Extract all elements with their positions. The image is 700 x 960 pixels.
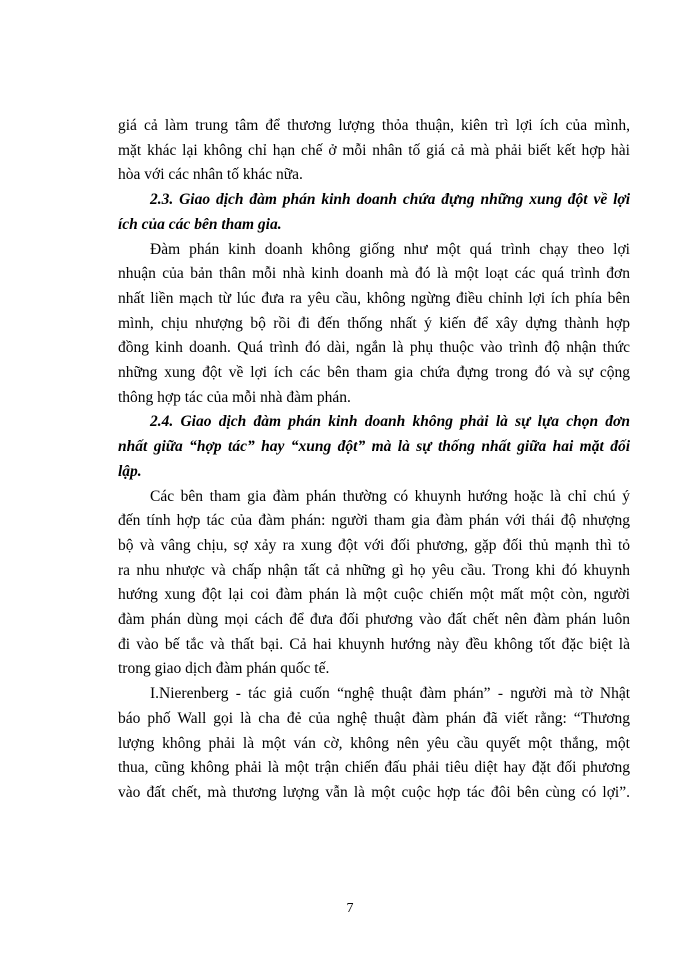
paragraph-line: ra nhu nhược và chấp nhận tất cả những gì họ yêu cầu. Trong khi đó khuynh xyxy=(118,561,630,579)
paragraph-line: vào đất chết, mà thương lượng vẫn là một cuộc hợp tác đôi bên cùng có lợi”. xyxy=(118,783,630,801)
section-heading-line: 2.4. Giao dịch đàm phán kinh doanh không phải là sự lựa chọn đơn xyxy=(150,413,630,431)
paragraph-line: đến tính hợp tác của đàm phán: người tham gia đàm phán với thái độ nhượng xyxy=(118,512,630,530)
paragraph-line: mặt khác lại không chỉ hạn chế ở mỗi nhân tố giá cả mà phải biết kết hợp hài xyxy=(118,141,630,159)
paragraph-line: đàm phán dùng mọi cách để đưa đối phương vào đất chết nên đàm phán luôn xyxy=(118,611,630,629)
page-number: 7 xyxy=(346,901,354,916)
paragraph-line: hòa với các nhân tố khác nữa. xyxy=(118,166,303,184)
paragraph-line: mình, chịu nhượng bộ rồi đi đến thống nhất ý kiến để xây dựng thành hợp xyxy=(118,314,630,332)
paragraph-line: lượng không phải là một ván cờ, không nên yêu cầu quyết một thắng, một xyxy=(118,734,630,752)
paragraph-line: hướng xung đột lại coi đàm phán là một cuộc chiến một mất một còn, người xyxy=(118,586,630,604)
paragraph-line: nhất liền mạch từ lúc đưa ra yêu cầu, không ngừng điều chỉnh lợi ích phía bên xyxy=(118,289,630,307)
paragraph-line: đồng kinh doanh. Quá trình đó dài, ngắn là phụ thuộc vào trình độ nhận thức xyxy=(118,339,630,357)
paragraph-line: trong giao dịch đàm phán quốc tế. xyxy=(118,660,330,678)
page-body xyxy=(118,114,630,806)
paragraph-line: đi vào bế tắc và thất bại. Cả hai khuynh hướng này đều không tốt đặc biệt là xyxy=(118,635,630,653)
paragraph-line: thua, cũng không phải là một trận chiến đấu phải tiêu diệt hay đặt đối phương xyxy=(118,759,630,777)
paragraph-line: Các bên tham gia đàm phán thường có khuynh hướng hoặc là chỉ chú ý xyxy=(150,487,630,505)
section-heading-line: lập. xyxy=(118,462,142,480)
section-heading-line: nhất giữa “hợp tác” hay “xung đột” mà là sự thống nhất giữa hai mặt đối xyxy=(118,438,630,456)
paragraph-line: báo phố Wall gọi là cha đẻ của nghệ thuật đàm phán đã viết rằng: “Thương xyxy=(118,709,630,727)
section-heading-line: 2.3. Giao dịch đàm phán kinh doanh chứa đựng những xung đột về lợi xyxy=(150,191,630,209)
paragraph-line: những xung đột về lợi ích các bên tham gia chứa đựng trong đó và sự cộng xyxy=(118,364,630,382)
paragraph-line: nhuận của bản thân mỗi nhà kinh doanh mà đó là một loạt các quá trình đơn xyxy=(118,265,630,283)
paragraph-line: thông hợp tác của mỗi nhà đàm phán. xyxy=(118,388,351,406)
paragraph-line: I.Nierenberg - tác giả cuốn “nghệ thuật đàm phán” - người mà tờ Nhật xyxy=(150,685,630,703)
paragraph-line: Đàm phán kinh doanh không giống như một quá trình chạy theo lợi xyxy=(150,240,630,258)
section-heading-line: ích của các bên tham gia. xyxy=(118,215,282,233)
paragraph-line: giá cả làm trung tâm để thương lượng thỏa thuận, kiên trì lợi ích của mình, xyxy=(118,117,630,134)
paragraph-line: bộ và vâng chịu, sợ xảy ra xung đột với đối phương, gặp đối thủ mạnh thì tỏ xyxy=(118,536,630,554)
